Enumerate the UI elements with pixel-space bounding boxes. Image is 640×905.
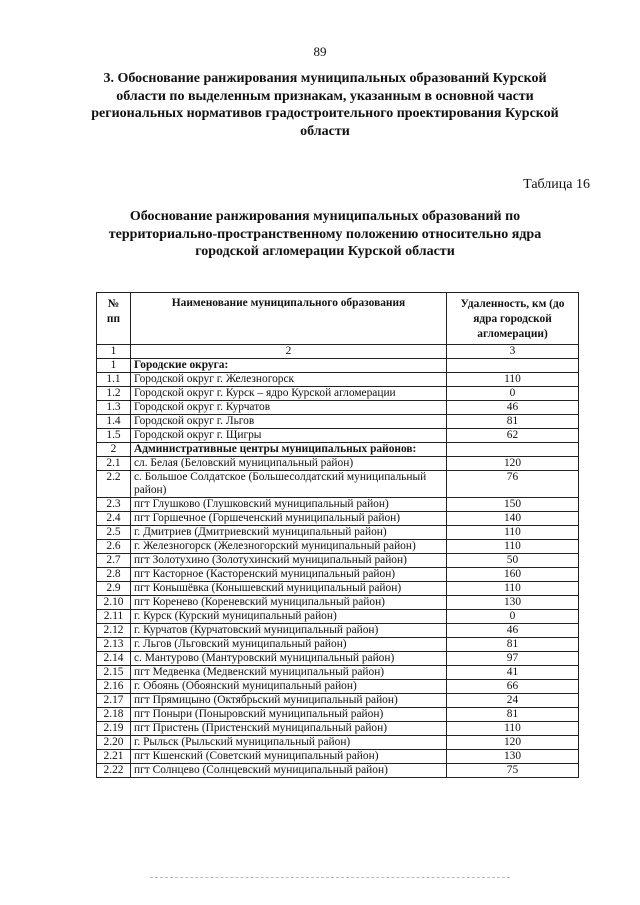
table-row (97, 610, 579, 624)
table-row (97, 526, 579, 540)
table-row (97, 596, 579, 610)
row-name: Административные центры муниципальных районов: (131, 443, 447, 457)
row-number: 2.4 (97, 512, 131, 526)
row-name: сл. Белая (Беловский муниципальный район) (131, 457, 447, 471)
row-name: с. Большое Солдатское (Большесолдатский муниципальный район) (131, 471, 447, 498)
row-name: пгт Касторное (Касторенский муниципальный район) (131, 568, 447, 582)
table-row (97, 387, 579, 401)
row-number: 2.21 (97, 750, 131, 764)
header-num: № пп (97, 293, 131, 345)
row-name: Городской округ г. Железногорск (131, 373, 447, 387)
row-number: 2.1 (97, 457, 131, 471)
bottom-scan-artifact (150, 877, 510, 879)
row-number: 2.5 (97, 526, 131, 540)
row-name: г. Курчатов (Курчатовский муниципальный район) (131, 624, 447, 638)
row-name: пгт Поныри (Поныровский муниципальный район) (131, 708, 447, 722)
table-caption: Обоснование ранжирования муниципальных образований по территориально-пространственному положению относительно ядра городской агломерации Курской области (108, 209, 542, 259)
row-distance (447, 359, 579, 373)
table-row (97, 638, 579, 652)
row-number: 2.10 (97, 596, 131, 610)
row-name: г. Железногорск (Железногорский муниципальный район) (131, 540, 447, 554)
row-distance: 110 (447, 540, 579, 554)
row-name: г. Курск (Курский муниципальный район) (131, 610, 447, 624)
column-number: 3 (447, 345, 579, 359)
row-distance (447, 443, 579, 457)
ranking-table (96, 292, 579, 778)
row-number: 1.3 (97, 401, 131, 415)
row-distance: 110 (447, 373, 579, 387)
table-row (97, 415, 579, 429)
table-row (97, 764, 579, 778)
row-name: пгт Коренево (Кореневский муниципальный район) (131, 596, 447, 610)
row-name: Городской округ г. Курчатов (131, 401, 447, 415)
table-row (97, 401, 579, 415)
header-distance: Удаленность, км (до ядра городской агломерации) (447, 293, 579, 345)
row-name: пгт Глушково (Глушковский муниципальный район) (131, 498, 447, 512)
table-row (97, 680, 579, 694)
table-row (97, 373, 579, 387)
row-name: г. Льгов (Льговский муниципальный район) (131, 638, 447, 652)
table-row (97, 736, 579, 750)
row-name: с. Мантурово (Мантуровский муниципальный район) (131, 652, 447, 666)
page-number: 89 (313, 44, 327, 59)
table-row (97, 554, 579, 568)
row-distance: 46 (447, 624, 579, 638)
header-name: Наименование муниципального образования (131, 293, 447, 345)
table-row (97, 694, 579, 708)
table-row (97, 540, 579, 554)
column-number: 1 (97, 345, 131, 359)
row-number: 2.18 (97, 708, 131, 722)
row-name: г. Обоянь (Обоянский муниципальный район) (131, 680, 447, 694)
row-distance: 160 (447, 568, 579, 582)
table-row (97, 624, 579, 638)
table-row (97, 457, 579, 471)
row-distance: 76 (447, 471, 579, 498)
row-name: Городские округа: (131, 359, 447, 373)
table-row (97, 666, 579, 680)
row-number: 2.6 (97, 540, 131, 554)
row-number: 2.17 (97, 694, 131, 708)
row-name: г. Рыльск (Рыльский муниципальный район) (131, 736, 447, 750)
table-label: Таблица 16 (523, 177, 590, 192)
row-name: Городской округ г. Курск – ядро Курской агломерации (131, 387, 447, 401)
row-distance: 0 (447, 610, 579, 624)
row-distance: 75 (447, 764, 579, 778)
row-distance: 140 (447, 512, 579, 526)
row-distance: 81 (447, 708, 579, 722)
row-number: 2 (97, 443, 131, 457)
row-number: 1 (97, 359, 131, 373)
row-number: 2.16 (97, 680, 131, 694)
row-number: 2.20 (97, 736, 131, 750)
row-name: пгт Горшечное (Горшеченский муниципальный район) (131, 512, 447, 526)
column-numbers-row (97, 345, 579, 359)
table-row (97, 750, 579, 764)
row-distance: 81 (447, 638, 579, 652)
row-number: 1.1 (97, 373, 131, 387)
table-row (97, 512, 579, 526)
table-row (97, 708, 579, 722)
row-number: 2.8 (97, 568, 131, 582)
row-number: 2.19 (97, 722, 131, 736)
table-row (97, 568, 579, 582)
row-name: пгт Пристень (Пристенский муниципальный район) (131, 722, 447, 736)
table-section-row (97, 443, 579, 457)
row-name: пгт Конышёвка (Конышевский муниципальный район) (131, 582, 447, 596)
row-distance: 150 (447, 498, 579, 512)
row-number: 1.4 (97, 415, 131, 429)
row-number: 2.9 (97, 582, 131, 596)
row-distance: 110 (447, 722, 579, 736)
row-distance: 41 (447, 666, 579, 680)
table-body (97, 345, 579, 778)
row-distance: 130 (447, 596, 579, 610)
row-number: 2.11 (97, 610, 131, 624)
table-row (97, 582, 579, 596)
column-number: 2 (131, 345, 447, 359)
table-row (97, 498, 579, 512)
row-distance: 81 (447, 415, 579, 429)
row-distance: 66 (447, 680, 579, 694)
row-distance: 110 (447, 582, 579, 596)
row-number: 2.14 (97, 652, 131, 666)
row-distance: 110 (447, 526, 579, 540)
row-distance: 130 (447, 750, 579, 764)
row-number: 2.2 (97, 471, 131, 498)
table-row (97, 471, 579, 498)
row-number: 1.2 (97, 387, 131, 401)
table-row (97, 652, 579, 666)
row-distance: 120 (447, 457, 579, 471)
row-number: 2.12 (97, 624, 131, 638)
row-number: 1.5 (97, 429, 131, 443)
row-name: Городской округ г. Щигры (131, 429, 447, 443)
row-distance: 46 (447, 401, 579, 415)
row-distance: 0 (447, 387, 579, 401)
table-row (97, 429, 579, 443)
row-number: 2.15 (97, 666, 131, 680)
row-distance: 120 (447, 736, 579, 750)
table-section-row (97, 359, 579, 373)
row-distance: 62 (447, 429, 579, 443)
row-name: пгт Кшенский (Советский муниципальный район) (131, 750, 447, 764)
row-number: 2.3 (97, 498, 131, 512)
row-name: г. Дмитриев (Дмитриевский муниципальный район) (131, 526, 447, 540)
row-distance: 50 (447, 554, 579, 568)
table-header-row (97, 293, 579, 345)
table-row (97, 722, 579, 736)
row-name: пгт Золотухино (Золотухинский муниципальный район) (131, 554, 447, 568)
row-number: 2.7 (97, 554, 131, 568)
row-number: 2.22 (97, 764, 131, 778)
row-distance: 97 (447, 652, 579, 666)
section-title: 3. Обоснование ранжирования муниципальных образований Курской области по выделенным признакам, указанным в основной части региональных нормативов градостроительного проектирования Курской области (91, 71, 559, 139)
row-distance: 24 (447, 694, 579, 708)
row-name: Городской округ г. Льгов (131, 415, 447, 429)
row-name: пгт Солнцево (Солнцевский муниципальный район) (131, 764, 447, 778)
row-name: пгт Прямицыно (Октябрьский муниципальный район) (131, 694, 447, 708)
row-number: 2.13 (97, 638, 131, 652)
row-name: пгт Медвенка (Медвенский муниципальный район) (131, 666, 447, 680)
